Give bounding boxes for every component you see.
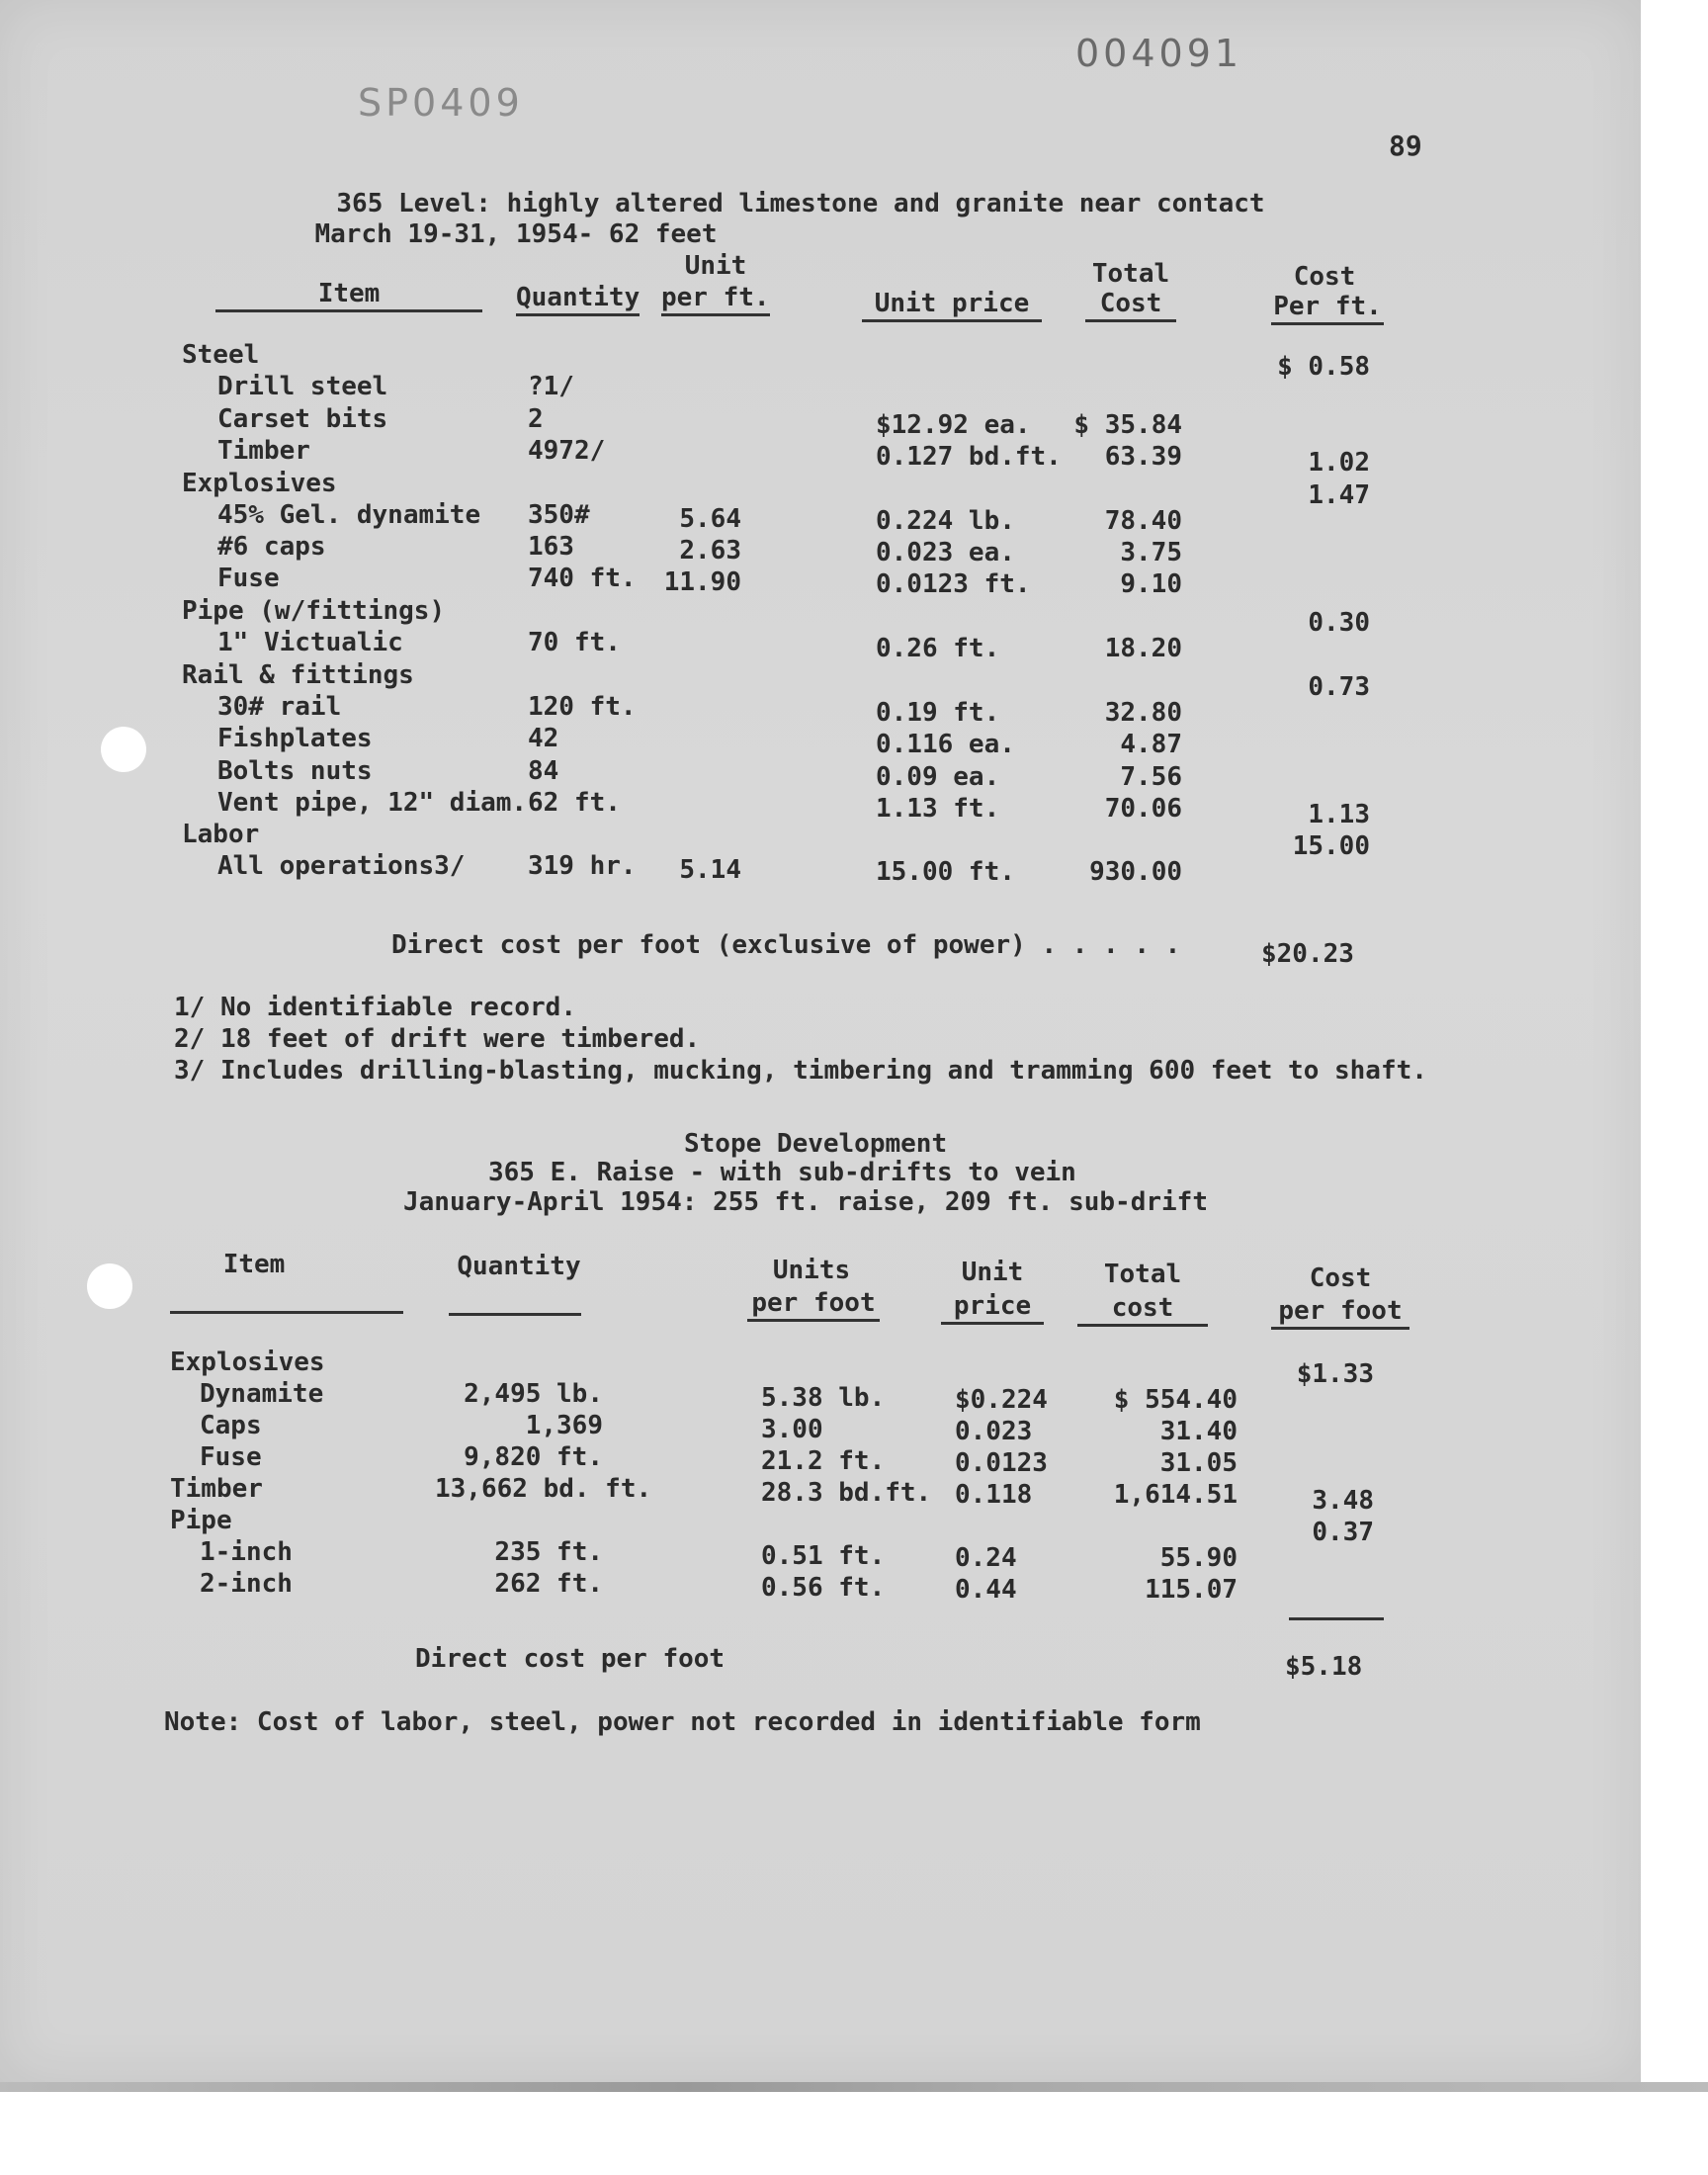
row-quantity: 350# [528,500,590,530]
header-cost-per-foot: per foot [1271,1298,1409,1330]
row-item: Pipe (w/fittings) [182,596,446,626]
row-item: Explosives [182,469,337,498]
row-item: Steel [182,340,260,370]
row-unit-price: 0.44 [955,1575,1017,1605]
row-unit-price: 1.13 ft. [876,794,1000,824]
header-quantity: Quantity [516,285,640,316]
row-total-cost: 3.75 [1120,538,1182,567]
row-quantity: 13,662 bd. ft. [435,1474,652,1504]
row-cost-per-ft: 15.00 [1292,831,1370,861]
header-units-per-foot: per foot [747,1290,880,1322]
row-cost-per-ft: 1.47 [1308,480,1370,510]
page-number: 89 [1389,130,1422,162]
row-item: 2-inch [200,1569,293,1599]
row-cost-per-foot: 3.48 [1312,1486,1374,1516]
row-units-per-foot: 21.2 ft. [761,1446,886,1476]
row-cost-per-foot: 0.37 [1312,1518,1374,1547]
row-quantity: 1,369 [525,1411,603,1440]
row-item: Carset bits [217,404,388,434]
row-cost-per-ft: $ 0.58 [1277,352,1370,382]
row-quantity: 70 ft. [528,628,621,657]
header-quantity: Quantity [457,1252,581,1281]
header-unit: Unit [684,251,747,281]
row-total-cost: 31.40 [1159,1417,1238,1446]
header-cost: Cost [1293,262,1356,292]
row-quantity: 319 hr. [528,851,637,881]
row-units-per-foot: 0.51 ft. [761,1541,886,1571]
row-unit-price: 0.19 ft. [876,698,1000,728]
row-unit-price: $12.92 ea. [876,410,1031,440]
row-unit-price: 0.0123 ft. [876,569,1031,599]
row-quantity: 62 ft. [528,788,621,818]
row-item: Fuse [200,1442,262,1472]
footnote-2: 2/ 18 feet of drift were timbered. [174,1024,701,1054]
row-item: Drill steel [217,372,388,401]
row-item: 1" Victualic [217,628,403,657]
row-total-cost: 7.56 [1120,762,1182,792]
scan-edge [0,2082,1708,2092]
row-item: Fishplates [217,724,373,753]
row-total-cost: 63.39 [1104,442,1182,472]
row-item: All operations3/ [217,851,466,881]
row-quantity: 235 ft. [494,1537,603,1567]
row-item: Caps [200,1411,262,1440]
header-total: Total [1103,1260,1182,1289]
row-unit-price: 0.09 ea. [876,762,1000,792]
row-item: Pipe [170,1506,232,1535]
header-item: Item [215,281,482,312]
row-cost-per-foot: $1.33 [1296,1359,1374,1389]
row-item: Labor [182,820,260,849]
punch-hole [101,727,146,772]
section2-subtitle-2: January-April 1954: 255 ft. raise, 209 ft. sub-drift [403,1187,1208,1217]
row-unit-price: 0.127 bd.ft. [876,442,1062,472]
row-quantity: 740 ft. [528,564,637,593]
row-unit-price: 0.118 [955,1480,1033,1510]
row-total-cost: 115.07 [1145,1575,1238,1605]
row-unit-per-ft: 5.64 [679,504,741,534]
row-quantity: 120 ft. [528,692,637,722]
row-quantity: 9,820 ft. [464,1442,603,1472]
row-total-cost: 9.10 [1120,569,1182,599]
header-price: price [941,1293,1044,1325]
header-cost: Cost [1309,1263,1372,1293]
section2-direct-cost-value: $5.18 [1285,1652,1363,1682]
row-unit-price: 0.116 ea. [876,730,1015,759]
row-unit-per-ft: 5.14 [679,855,741,885]
row-item: Fuse [217,564,280,593]
row-total-cost: 4.87 [1120,730,1182,759]
header-per-ft: per ft. [661,285,770,316]
row-quantity: 42 [528,724,559,753]
row-units-per-foot: 3.00 [761,1415,823,1444]
section1-title: 365 Level: highly altered limestone and granite near contact [336,189,1265,218]
row-item: Timber [217,436,310,466]
sum-rule [1289,1617,1384,1620]
punch-hole [87,1263,132,1309]
footnote-1: 1/ No identifiable record. [174,993,576,1022]
footnote-3: 3/ Includes drilling-blasting, mucking, timbering and tramming 600 feet to shaft. [174,1056,1427,1086]
row-total-cost: 1,614.51 [1113,1480,1238,1510]
header-unit-price: Unit price [862,291,1042,322]
header-rule [170,1311,403,1314]
faded-stamp-number: SP0409 [358,81,524,125]
header-total-cost: Cost [1085,291,1176,322]
section2-title: Stope Development [684,1129,948,1159]
row-unit-price: 0.0123 [955,1448,1048,1478]
row-unit-price: 0.023 ea. [876,538,1015,567]
header-units: Units [772,1256,851,1285]
row-unit-price: 0.26 ft. [876,634,1000,663]
row-item: #6 caps [217,532,326,562]
row-quantity: 84 [528,756,559,786]
section1-direct-cost-value: $20.23 [1261,939,1354,969]
row-total-cost: $ 35.84 [1073,410,1182,440]
row-units-per-foot: 0.56 ft. [761,1573,886,1603]
header-rule [449,1313,581,1316]
header-total-cost: cost [1077,1295,1208,1327]
row-cost-per-ft: 0.30 [1308,608,1370,638]
header-total: Total [1091,259,1170,289]
row-total-cost: 70.06 [1104,794,1182,824]
header-cost-per-ft: Per ft. [1271,294,1384,325]
row-unit-price: 15.00 ft. [876,857,1015,887]
row-item: 1-inch [200,1537,293,1567]
row-cost-per-ft: 1.02 [1308,448,1370,478]
row-total-cost: 32.80 [1104,698,1182,728]
row-units-per-foot: 28.3 bd.ft. [761,1478,932,1508]
row-cost-per-ft: 0.73 [1308,672,1370,702]
row-quantity: 2,495 lb. [464,1379,603,1409]
row-item: Vent pipe, 12" diam. [217,788,528,818]
row-quantity: 2 [528,404,544,434]
row-unit-price: 0.24 [955,1543,1017,1573]
row-total-cost: 18.20 [1104,634,1182,663]
section2-subtitle-1: 365 E. Raise - with sub-drifts to vein [488,1158,1076,1187]
row-item: Bolts nuts [217,756,373,786]
row-units-per-foot: 5.38 lb. [761,1383,886,1413]
row-total-cost: 31.05 [1159,1448,1238,1478]
row-item: Explosives [170,1348,325,1377]
section2-direct-cost-label: Direct cost per foot [415,1644,726,1674]
row-unit-per-ft: 11.90 [663,567,741,597]
row-item: 45% Gel. dynamite [217,500,481,530]
row-unit-price: 0.224 lb. [876,506,1015,536]
row-quantity: ?1/ [528,372,574,401]
row-total-cost: 78.40 [1104,506,1182,536]
row-quantity: 4972/ [528,436,606,466]
row-quantity: 163 [528,532,574,562]
section2-note: Note: Cost of labor, steel, power not recorded in identifiable form [164,1707,1201,1737]
row-quantity: 262 ft. [494,1569,603,1599]
row-item: Rail & fittings [182,660,414,690]
row-cost-per-ft: 1.13 [1308,800,1370,829]
row-item: Dynamite [200,1379,324,1409]
header-item: Item [222,1250,286,1279]
header-unit: Unit [961,1258,1024,1287]
section1-subtitle: March 19-31, 1954- 62 feet [314,219,718,249]
row-unit-per-ft: 2.63 [679,536,741,566]
row-total-cost: 930.00 [1089,857,1182,887]
row-item: Timber [170,1474,263,1504]
row-unit-price: 0.023 [955,1417,1033,1446]
row-unit-price: $0.224 [955,1385,1048,1415]
document-stamp-number: 004091 [1075,32,1243,75]
row-item: 30# rail [217,692,342,722]
row-total-cost: 55.90 [1159,1543,1238,1573]
row-total-cost: $ 554.40 [1113,1385,1238,1415]
section1-direct-cost-label: Direct cost per foot (exclusive of power) . . . . . [391,930,1181,960]
